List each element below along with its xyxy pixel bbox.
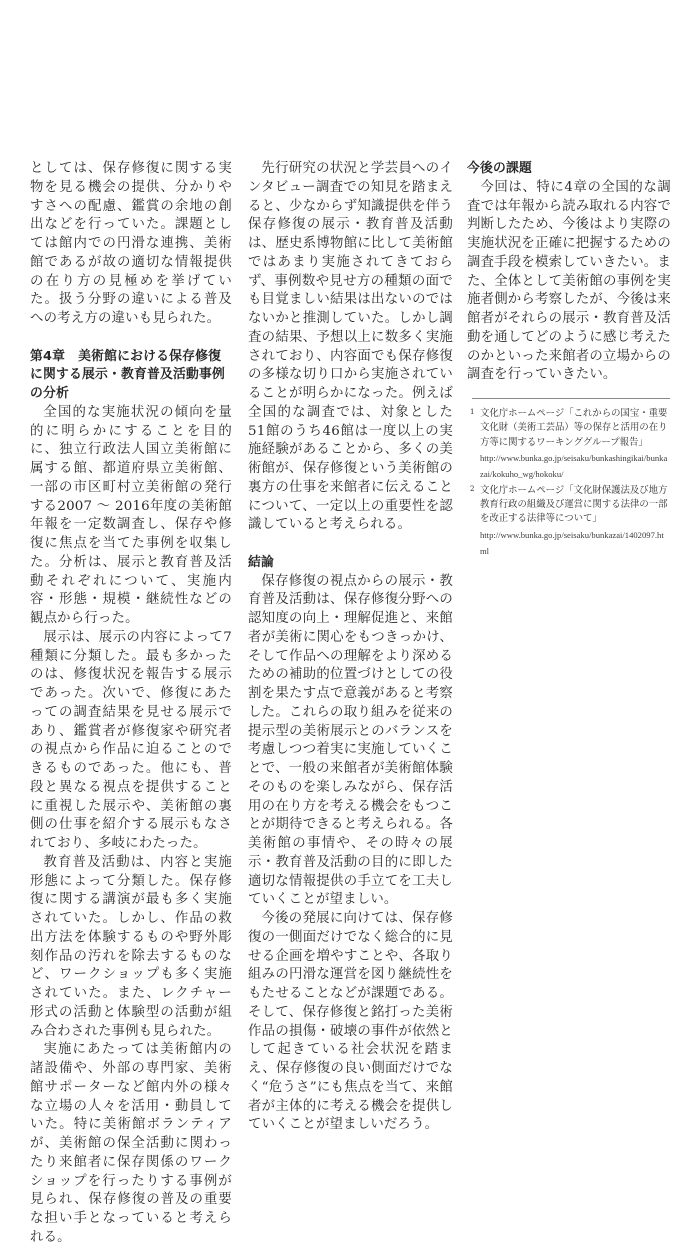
text-column-left xyxy=(30,160,232,1248)
footnote-number: 1 xyxy=(470,408,475,416)
section-heading-chapter4: 第4章 美術館における保存修復に関する展示・教育普及活動事例の分析 xyxy=(30,348,225,401)
footnote-number: 2 xyxy=(470,484,475,493)
text-column-right xyxy=(467,160,671,385)
body-paragraph: 今後の発展に向けては、保存修復の一側面だけでなく総合的に見せる企画を増やすことや、各取り組みの円滑な運営を図り継続性をもたせることなどが課題である。そして、保存修復と銘打った美術作品の損傷・破壊の事件が依然として起きている社会状況を踏まえ、保存修復の良い側面だけでなく“危うさ”にも焦点を当て、来館者が主体的に考える機会を提供していくことが望ましいだろう。 xyxy=(248,911,453,1133)
footnote-text: 文化庁ホームページ「文化財保護法及び地方教育行政の組織及び運営に関する法律の一部を改正する法律等について」 xyxy=(480,484,668,525)
footnote-url[interactable]: http://www.bunka.go.jp/seisaku/bunkashingikai/bunkazai/kokuho_wg/hokoku/ xyxy=(480,452,668,479)
spacer xyxy=(30,329,232,348)
body-paragraph: 今回は、特に4章の全国的な調査では年報から読み取れる内容で判断したため、今後はより実際の実施状況を正確に把握するための調査手段を模索していきたい。また、全体として美術館の事例を実施者側から考察したが、今後は来館者がそれらの展示・教育普及活動を通してどのように感じ考えたのかといった来館者の立場からの調査を行っていきたい。 xyxy=(467,179,671,383)
body-paragraph: 保存修復の視点からの展示・教育普及活動は、保存修復分野への認知度の向上・理解促進と、来館者が美術に関心をもつきっかけ、そして作品への理解をより深めるための補助的位置づけとしての役割を果たす点で意義があると考察した。これらの取り組みを従来の提示型の美術展示とのバランスを考慮しつつ着実に実施していくことで、一般の来館者が美術館体験そのものを楽しみながら、保存活用の在り方を考える機会をもつことが期待できると考えられる。各美術館の事情や、その時々の展示・教育普及活動の目的に即した適切な情報提供の手立てを工夫していくことが望ましい。 xyxy=(248,573,453,908)
body-paragraph: 教育普及活動は、内容と実施形態によって分類した。保存修復に関する講演が最も多く実施されていた。しかし、作品の救出方法を体験するものや野外彫刻作品の汚れを除去するものなど、ワークショップも多く実施されていた。また、レクチャー形式の活動と体験型の活動が組み合わされた事例も見られた。 xyxy=(30,854,232,1039)
footnote-divider xyxy=(472,398,670,399)
footnotes xyxy=(468,398,670,561)
section-heading-future-issues: 今後の課題 xyxy=(467,161,532,176)
section-heading-conclusion: 結論 xyxy=(248,554,274,570)
body-paragraph: 実施にあたっては美術館内の諸設備や、外部の専門家、美術館サポーターなど館内外の様々な立場の人々を活用・動員していた。特に美術館ボランティアが、美術館の保全活動に関わったり来館者に保存関係のワークショップを行ったりする事例が見られ、保存修復の普及の重要な担い手となっていると考えられる。 xyxy=(30,1042,232,1245)
footnote-url[interactable]: http://www.bunka.go.jp/seisaku/bunkazai/1402097.html xyxy=(480,529,664,556)
footnote-2 xyxy=(468,484,670,559)
spacer xyxy=(248,535,453,554)
body-paragraph: 先行研究の状況と学芸員へのインタビュー調査での知見を踏まえると、少なからず知識提供を伴う保存修復の展示・教育普及活動は、歴史系博物館に比して美術館ではあまり実施されてきておらず、事例数や見せ方の種類の面でも目覚ましい結果は出ないのではないかと推測していた。しかし調査の結果、予想以上に数多く実施されており、内容面でも保存修復の多様な切り口から実施されていることが明らかになった。例えば全国的な調査では、対象とした51館のうち46館は一度以上の実施経験があることから、多くの美術館が、保存修復という美術館の裏方の仕事を来館者に伝えることについて、一定以上の重要性を認識していると考えられる。 xyxy=(248,161,453,533)
footnote-1 xyxy=(468,407,670,482)
footnote-text: 文化庁ホームページ「これからの国宝・重要文化財（美術工芸品）等の保存と活用の在り方等に関するワーキンググループ報告」 xyxy=(480,408,668,448)
body-paragraph: 全国的な実施状況の傾向を量的に明らかにすることを目的に、独立行政法人国立美術館に属する館、都道府県立美術館、一部の市区町村立美術館の発行する2007 ～ 2016年度の美術館年報を一定数調査し、保存や修復に焦点を当てた事例を収集した。分析は、展示と教育普及活動それぞれについて、実施内容・形態・規模・継続性などの観点から行った。 xyxy=(30,404,232,626)
text-column-middle xyxy=(248,160,453,1135)
body-paragraph: 展示は、展示の内容によって7種類に分類した。最も多かったのは、修復状況を報告する展示であった。次いで、修復にあたっての調査結果を見せる展示であり、鑑賞者が修復家や研究者の視点から作品に迫ることのできるものであった。他にも、普段と異なる視点を提供することに重視した展示や、美術館の裏側の仕事を紹介する展示もなされており、多岐にわたった。 xyxy=(30,629,232,851)
body-paragraph: としては、保存修復に関する実物を見る機会の提供、分かりやすさへの配慮、鑑賞の余地の創出などを行っていた。課題としては館内での円滑な連携、美術館であるが故の適切な情報提供の在り方の見極めを挙げていた。扱う分野の違いによる普及への考え方の違いも見られた。 xyxy=(30,161,232,326)
